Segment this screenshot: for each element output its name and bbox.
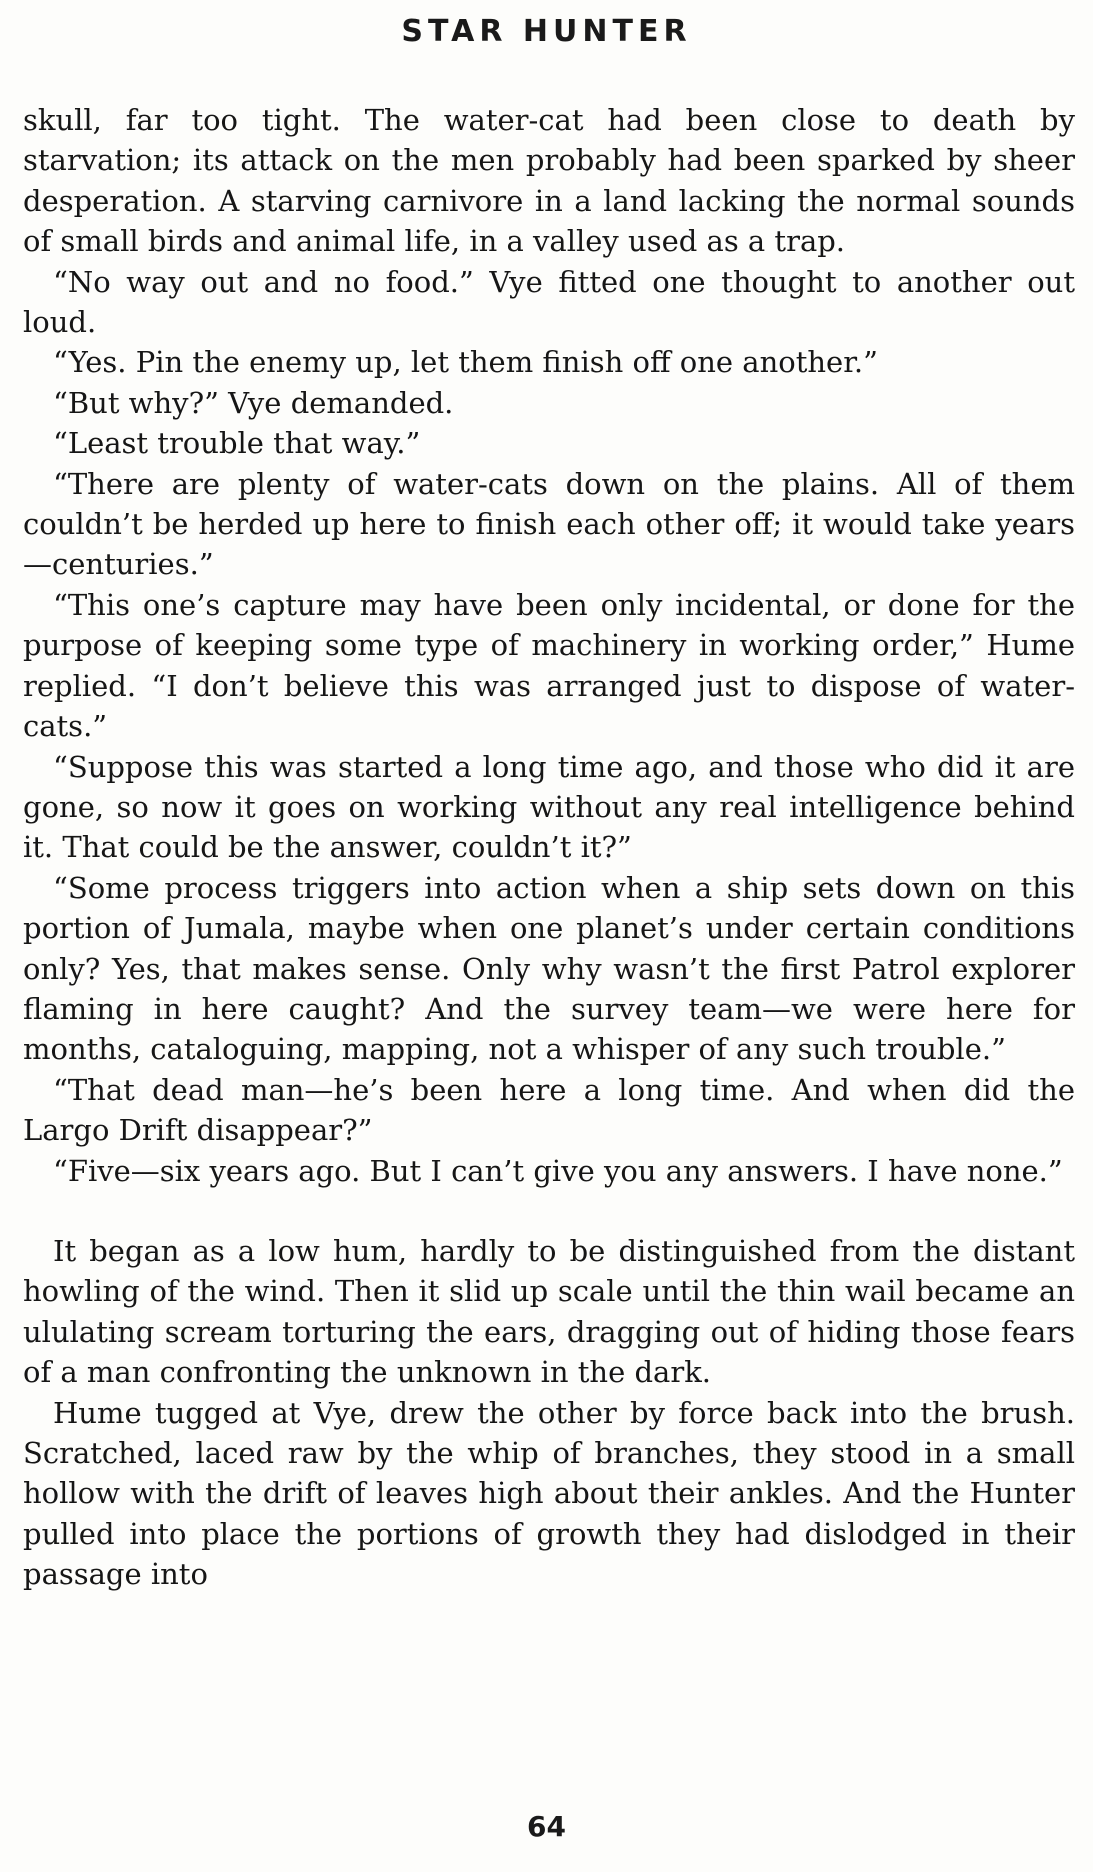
paragraph: “This one’s capture may have been only incidental, or done for the purpose of keeping some type of machinery in working order,” Hume replied. “I don’t believe this was arranged just to dispose of water-cats.”: [23, 587, 1075, 744]
paragraph: Hume tugged at Vye, drew the other by force back into the brush. Scratched, laced raw by the whip of branches, they stood in a small hollow with the drift of leaves high about their ankles. And the Hunter pulled into place the portions of growth they had dislodged in their passage into: [23, 1395, 1075, 1592]
paragraph: “Some process triggers into action when a ship sets down on this portion of Jumala, maybe when one planet’s under certain conditions only? Yes, that makes sense. Only why wasn’t the first Patrol explorer flaming in here caught? And the survey team—we were here for months, cataloguing, mapping, not a whisper of any such trouble.”: [23, 870, 1075, 1067]
paragraph: “That dead man—he’s been here a long time. And when did the Largo Drift disappear?”: [23, 1072, 1075, 1148]
page-number: 64: [527, 1810, 566, 1843]
paragraph: “Yes. Pin the enemy up, let them finish off one another.”: [53, 345, 878, 380]
paragraph-continuation: skull, far too tight. The water-cat had been close to death by starvation; its attack on the men probably had been sparked by sheer desperation. A starving carnivore in a land lacking the normal sounds of small birds and animal life, in a valley used as a trap.: [23, 103, 1075, 259]
paragraph: “No way out and no food.” Vye fitted one thought to another out loud.: [23, 264, 1075, 340]
running-head-title: STAR HUNTER: [401, 14, 692, 49]
paragraph: “There are plenty of water-cats down on the plains. All of them couldn’t be herded up here to finish each other off; it would take years—centuries.”: [23, 466, 1075, 582]
paragraph: “Least trouble that way.”: [53, 426, 421, 461]
body-text: [23, 100, 1075, 1595]
paragraph: “Five—six years ago. But I can’t give you any answers. I have none.”: [53, 1153, 1063, 1188]
paragraph: “Suppose this was started a long time ago, and those who did it are gone, so now it goes on working without any real intelligence behind it. That could be the answer, couldn’t it?”: [23, 749, 1075, 865]
paragraph: “But why?” Vye demanded.: [53, 385, 454, 420]
paragraph-section-start: It began as a low hum, hardly to be distinguished from the distant howling of the wind. Then it slid up scale until the thin wail became an ululating scream torturing the ears, dragging out of hiding those fears of a man confronting the unknown in the dark.: [23, 1233, 1075, 1390]
